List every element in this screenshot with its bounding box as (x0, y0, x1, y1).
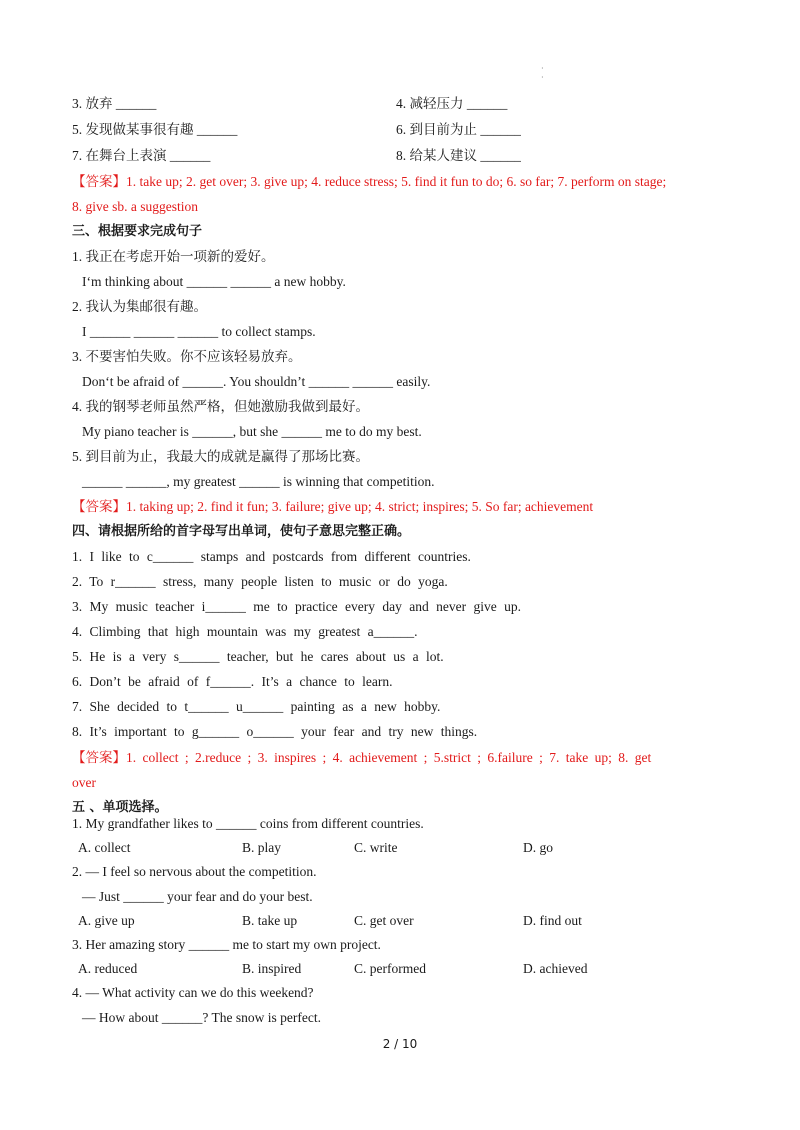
mc-option: C. write (354, 840, 398, 855)
section-title: 五 、单项选择。 (72, 800, 168, 815)
answer-line: over (72, 775, 96, 790)
mc-stem: 1. My grandfather likes to ______ coins from different countries. (72, 816, 424, 831)
fill-in-item: 1. I like to c______ stamps and postcards from different countries. (72, 549, 471, 564)
question-cn: 3. 不要害怕失败。你不应该轻易放弃。 (72, 349, 302, 364)
page-number: 2 / 10 (382, 1037, 418, 1051)
fill-in-item: 7. She decided to t______ u______ painting as a new hobby. (72, 699, 441, 714)
vocab-item: 8. 给某人建议 ______ (396, 148, 521, 163)
mc-option: A. reduced (78, 961, 138, 976)
mc-option: D. go (523, 840, 553, 855)
answer-line: 【答案】1. taking up; 2. find it fun; 3. failure; give up; 4. strict; inspires; 5. So far; achievement (72, 499, 594, 514)
corner-mark: · · (541, 64, 544, 82)
answer-line: 【答案】1. take up; 2. get over; 3. give up; 4. reduce stress; 5. find it fun to do; 6. so far; 7. perform on stage; (72, 174, 667, 189)
section-title: 四、请根据所给的首字母写出单词，使句子意思完整正确。 (72, 524, 411, 539)
question-cn: 2. 我认为集邮很有趣。 (72, 299, 207, 314)
question-en: My piano teacher is ______, but she ______ me to do my best. (82, 424, 422, 439)
fill-in-item: 2. To r______ stress, many people listen to music or do yoga. (72, 574, 448, 589)
vocab-item: 4. 减轻压力 ______ (396, 96, 508, 111)
question-en: I ______ ______ ______ to collect stamps. (82, 324, 316, 339)
question-en: ______ ______, my greatest ______ is winning that competition. (82, 474, 435, 489)
vocab-item: 3. 放弃 ______ (72, 96, 157, 111)
mc-option: D. achieved (523, 961, 588, 976)
question-en: Don‘t be afraid of ______. You shouldn’t ______ ______ easily. (82, 374, 431, 389)
fill-in-item: 3. My music teacher i______ me to practice every day and never give up. (72, 599, 521, 614)
fill-in-item: 4. Climbing that high mountain was my greatest a______. (72, 624, 418, 639)
mc-stem: 4. — What activity can we do this weekend? (72, 985, 314, 1000)
mc-option: A. collect (78, 840, 131, 855)
mc-option: D. find out (523, 913, 582, 928)
answer-line: 【答案】1. collect ; 2.reduce ; 3. inspires ; 4. achievement ; 5.strict ; 6.failure ; 7. take up; 8. get (72, 750, 652, 765)
mc-option: B. inspired (242, 961, 302, 976)
question-cn: 4. 我的钢琴老师虽然严格，但她激励我做到最好。 (72, 399, 369, 414)
mc-stem: — How about ______? The snow is perfect. (82, 1010, 321, 1025)
question-cn: 1. 我正在考虑开始一项新的爱好。 (72, 249, 275, 264)
question-en: I‘m thinking about ______ ______ a new hobby. (82, 274, 346, 289)
fill-in-item: 5. He is a very s______ teacher, but he cares about us a lot. (72, 649, 444, 664)
mc-option: B. take up (242, 913, 298, 928)
mc-stem: 3. Her amazing story ______ me to start my own project. (72, 937, 381, 952)
vocab-item: 5. 发现做某事很有趣 ______ (72, 122, 238, 137)
mc-stem: 2. — I feel so nervous about the competition. (72, 864, 317, 879)
question-cn: 5. 到目前为止，我最大的成就是赢得了那场比赛。 (72, 449, 369, 464)
fill-in-item: 8. It’s important to g______ o______ your fear and try new things. (72, 724, 478, 739)
mc-option: B. play (242, 840, 281, 855)
vocab-item: 6. 到目前为止 ______ (396, 122, 521, 137)
mc-option: A. give up (78, 913, 135, 928)
mc-stem: — Just ______ your fear and do your best. (82, 889, 313, 904)
mc-option: C. performed (354, 961, 426, 976)
fill-in-item: 6. Don’t be afraid of f______. It’s a chance to learn. (72, 674, 393, 689)
vocab-item: 7. 在舞台上表演 ______ (72, 148, 211, 163)
mc-option: C. get over (354, 913, 414, 928)
section-title: 三、根据要求完成句子 (72, 224, 203, 239)
answer-line: 8. give sb. a suggestion (72, 199, 198, 214)
